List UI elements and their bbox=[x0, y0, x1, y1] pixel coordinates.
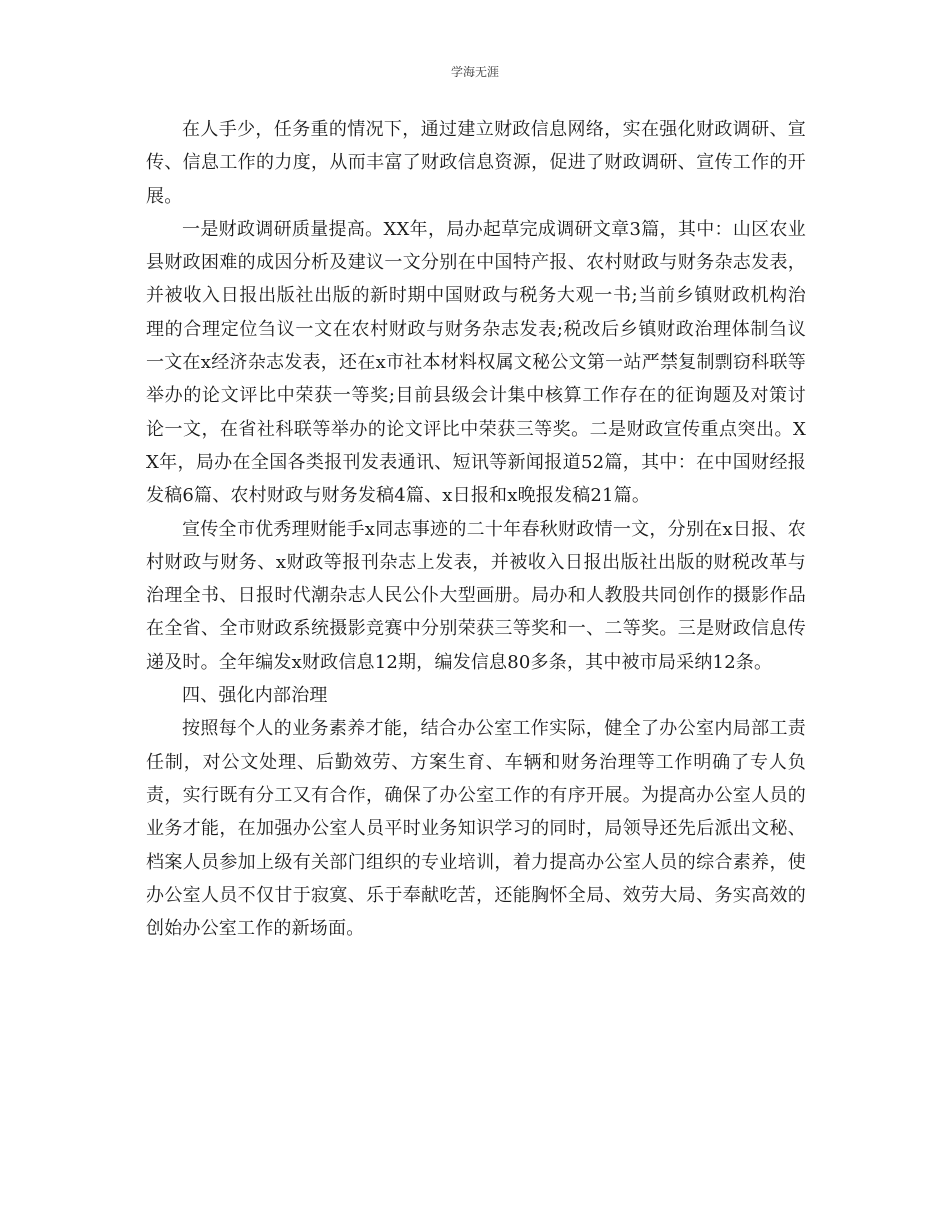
page-header: 学海无涯 bbox=[450, 65, 499, 79]
paragraph-research: 一是财政调研质量提高。XX年，局办起草完成调研文章3篇，其中：山区农业县财政困难的成因分析及建议一文分别在中国特产报、农村财政与财务杂志发表，并被收入日报出版社出版的新时期中国财政与税务大观一书;当前乡镇财政机构治理的合理定位刍议一文在农村财政与财务杂志发表;税改后乡镇财政治理体制刍议一文在x经济杂志发表，还在x市社本材料权属文秘公文第一站严禁复制剽窃科联等举办的论文评比中荣获一等奖;目前县级会计集中核算工作存在的征询题及对策讨论一文，在省社科联等举办的论文评比中荣获三等奖。二是财政宣传重点突出。XX年，局办在全国各类报刊发表通讯、短讯等新闻报道52篇，其中：在中国财经报发稿6篇、农村财政与财务发稿4篇、x日报和x晚报发稿21篇。 bbox=[146, 218, 806, 507]
paragraph-intro: 在人手少，任务重的情况下，通过建立财政信息网络，实在强化财政调研、宣传、信息工作的力度，从而丰富了财政信息资源，促进了财政调研、宣传工作的开展。 bbox=[146, 119, 806, 207]
paragraph-management: 按照每个人的业务素养才能，结合办公室工作实际，健全了办公室内局部工责任制，对公文处理、后勤效劳、方案生育、车辆和财务治理等工作明确了专人负责，实行既有分工又有合作，确保了办公室工作的有序开展。为提高办公室人员的业务才能，在加强办公室人员平时业务知识学习的同时，局领导还先后派出文秘、档案人员参加上级有关部门组织的专业培训，着力提高办公室人员的综合素养，使办公室人员不仅甘于寂寞、乐于奉献吃苦，还能胸怀全局、效劳大局、务实高效的创始办公室工作的新场面。 bbox=[146, 718, 806, 940]
section-heading: 四、强化内部治理 bbox=[182, 685, 328, 707]
document-body bbox=[146, 113, 806, 945]
paragraph-publicity: 宣传全市优秀理财能手x同志事迹的二十年春秋财政情一文，分别在x日报、农村财政与财务、x财政等报刊杂志上发表，并被收入日报出版社出版的财税改革与治理全书、日报时代潮杂志人民公仆大型画册。局办和人教股共同创作的摄影作品在全省、全市财政系统摄影竞赛中分别荣获三等奖和一、二等奖。三是财政信息传递及时。全年编发x财政信息12期，编发信息80多条，其中被市局采纳12条。 bbox=[146, 518, 806, 673]
